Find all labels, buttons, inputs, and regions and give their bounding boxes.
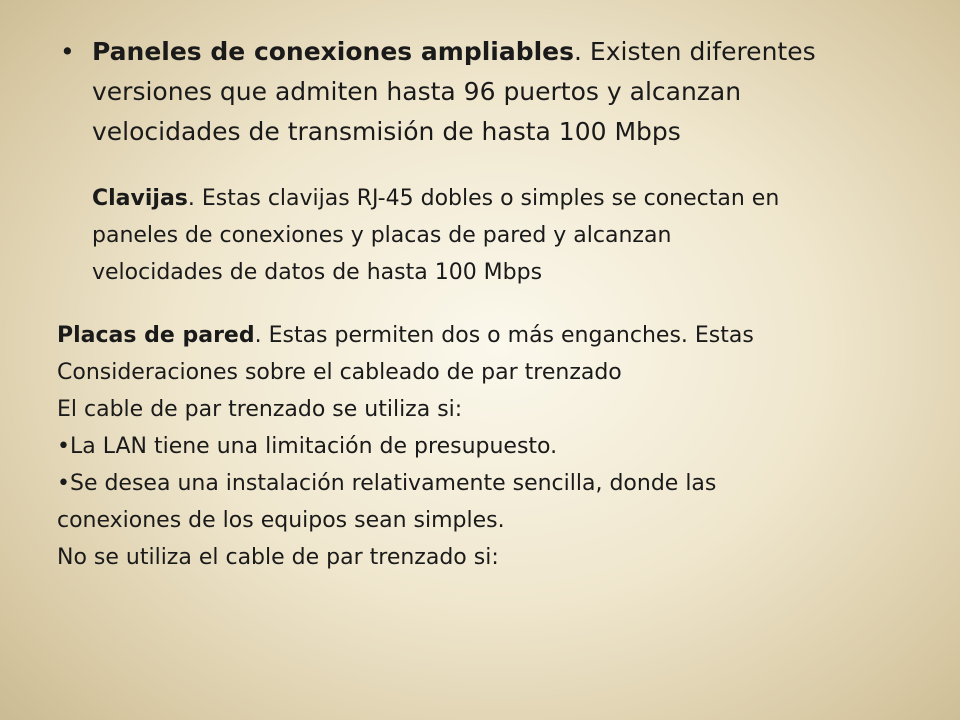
lead-term: Placas de pared [57, 323, 255, 348]
bullet-marker: • [60, 37, 75, 66]
paragraph-text [92, 32, 880, 152]
lead-term: Paneles de conexiones ampliables [92, 37, 575, 66]
text-line: versiones que admiten hasta 96 puertos y alcanzan [92, 77, 742, 106]
text-line [92, 180, 892, 217]
line-rest: . Existen diferentes [574, 37, 816, 66]
lead-term: Clavijas [92, 186, 188, 211]
text-line: velocidades de transmisión de hasta 100 Mbps [92, 117, 681, 146]
text-line: conexiones de los equipos sean simples. [57, 508, 505, 533]
paragraph-jacks [92, 180, 892, 291]
text-line: El cable de par trenzado se utiliza si: [57, 397, 463, 422]
paragraph-wall-plates [57, 317, 887, 576]
list-item: •La LAN tiene una limitación de presupuesto. [57, 434, 558, 459]
line-rest: . Estas permiten dos o más enganches. Estas [254, 323, 754, 348]
paragraph-patch-panels [60, 32, 880, 152]
text-line: velocidades de datos de hasta 100 Mbps [92, 260, 543, 285]
text-line: paneles de conexiones y placas de pared y alcanzan [92, 223, 672, 248]
text-line [57, 317, 887, 354]
text-line [92, 32, 880, 72]
text-line: No se utiliza el cable de par trenzado si: [57, 545, 499, 570]
list-item: •Se desea una instalación relativamente sencilla, donde las [57, 471, 717, 496]
text-line: Consideraciones sobre el cableado de par trenzado [57, 360, 622, 385]
line-rest: . Estas clavijas RJ-45 dobles o simples se conectan en [187, 186, 780, 211]
